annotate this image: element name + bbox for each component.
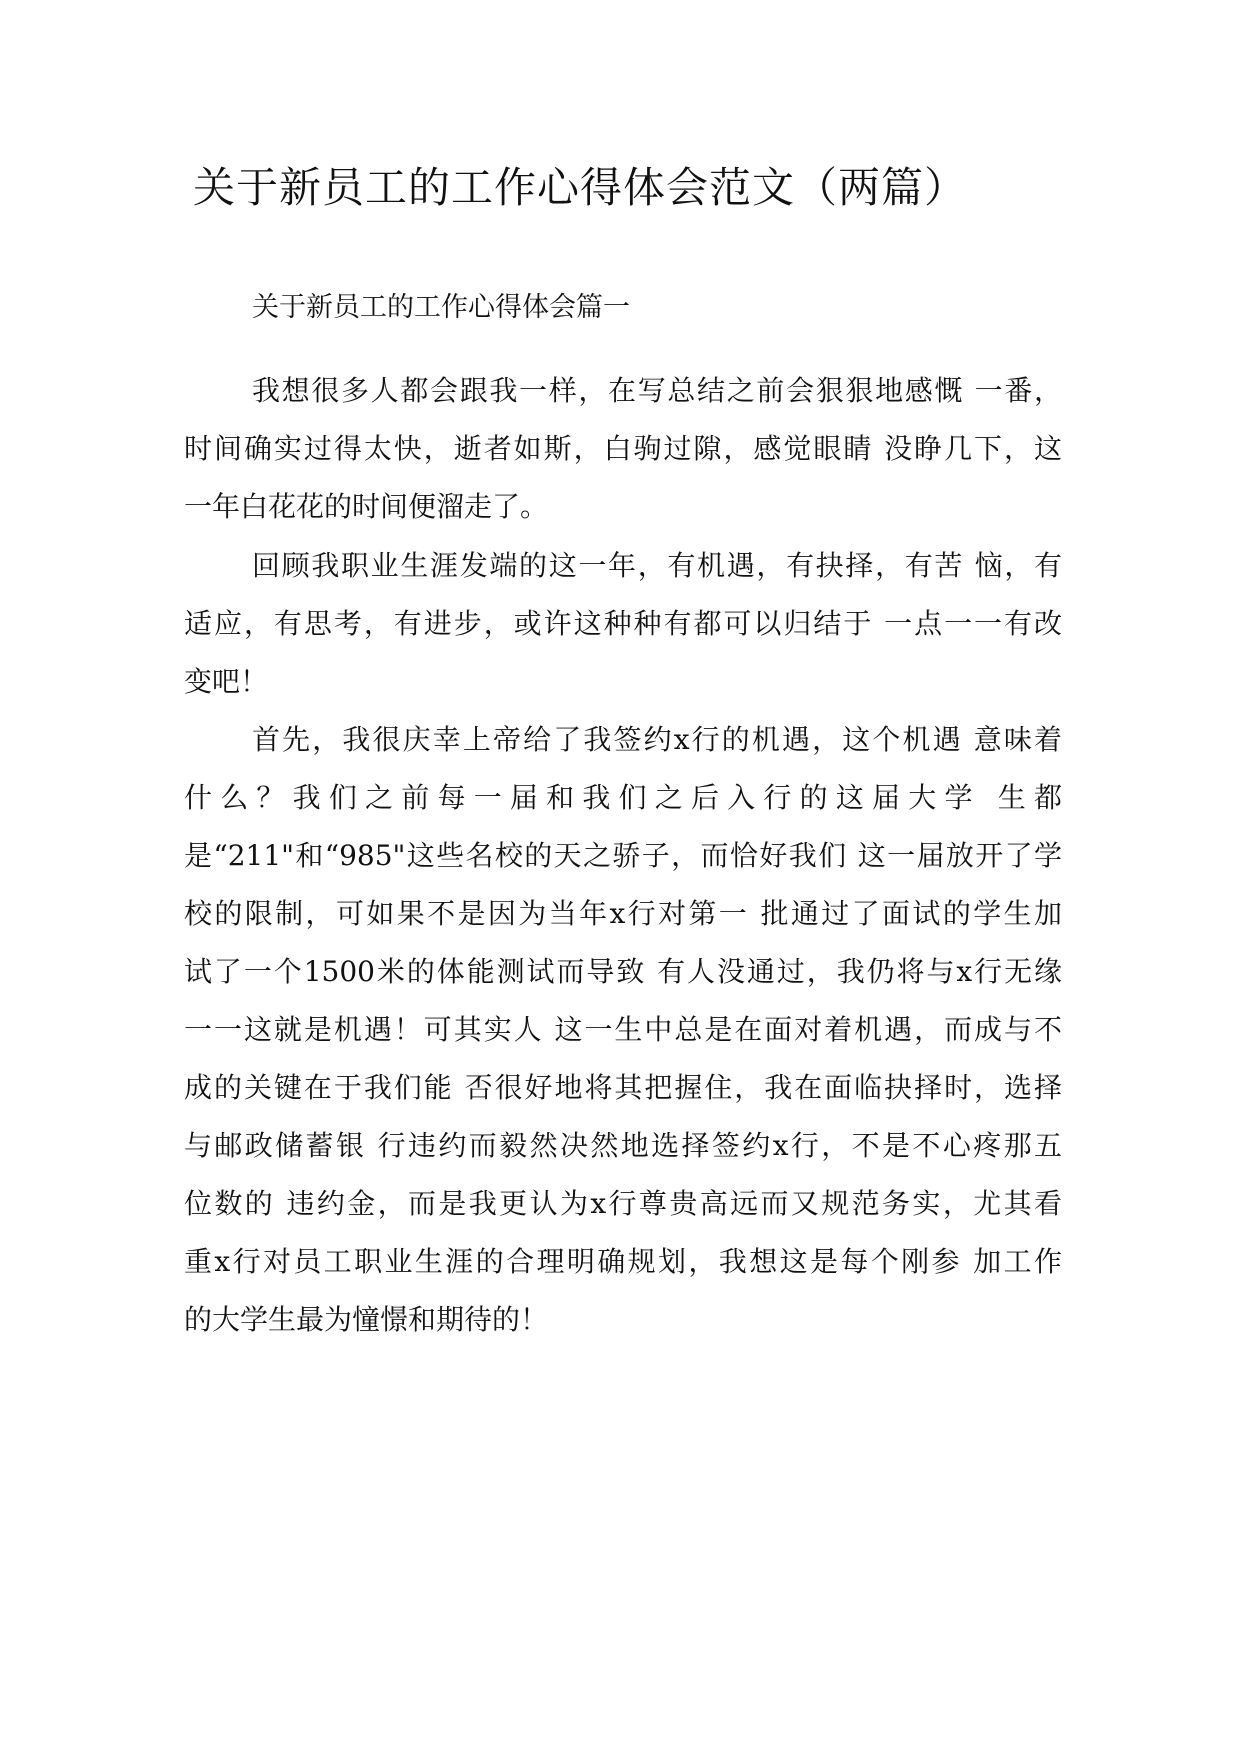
paragraph-3-line-11: 的大学生最为憧憬和期待的！: [184, 1303, 549, 1336]
paragraph-1-line-1: 我想很多人都会跟我一样，在写总结之前会狠狠地感慨 一番，: [252, 374, 1062, 407]
paragraph-1-line-3: 一年白花花的时间便溜走了。: [184, 490, 549, 523]
paragraph-2-line-1: 回顾我职业生涯发端的这一年，有机遇，有抉择，有苦 恼，有: [252, 549, 1062, 582]
paragraph-2-line-3: 变吧！: [184, 665, 269, 698]
paragraph-3-line-3: 是“211"和“985"这些名校的天之骄子，而恰好我们 这一届放开了学: [184, 839, 1062, 872]
section-subtitle: 关于新员工的工作心得体会篇一: [252, 292, 630, 323]
paragraph-3-line-2: 什么？我们之前每一届和我们之后入行的这届大学 生都: [184, 781, 1062, 814]
paragraph-3-line-10: 重x行对员工职业生涯的合理明确规划，我想这是每个刚参 加工作: [184, 1245, 1062, 1278]
paragraph-3-line-7: 成的关键在于我们能 否很好地将其把握住，我在面临抉择时，选择: [184, 1071, 1062, 1104]
paragraph-3-line-8: 与邮政储蓄银 行违约而毅然决然地选择签约x行，不是不心疼那五: [184, 1129, 1062, 1162]
paragraph-3-line-9: 位数的 违约金，而是我更认为x行尊贵高远而又规范务实，尤其看: [184, 1187, 1062, 1220]
paragraph-3-line-6: 一一这就是机遇！可其实人 这一生中总是在面对着机遇，而成与不: [184, 1013, 1062, 1046]
paragraph-3-line-1: 首先，我很庆幸上帝给了我签约x行的机遇，这个机遇 意味着: [252, 723, 1062, 756]
paragraph-3-line-4: 校的限制，可如果不是因为当年x行对第一 批通过了面试的学生加: [184, 897, 1062, 930]
paragraph-1-line-2: 时间确实过得太快，逝者如斯，白驹过隙，感觉眼睛 没睁几下，这: [184, 432, 1062, 465]
paragraph-3-line-5: 试了一个1500米的体能测试而导致 有人没通过，我仍将与x行无缘: [184, 955, 1062, 988]
document-title: 关于新员工的工作心得体会范文（两篇）: [192, 163, 967, 212]
paragraph-2-line-2: 适应，有思考，有进步，或许这种种有都可以归结于 一点一一有改: [184, 607, 1062, 640]
